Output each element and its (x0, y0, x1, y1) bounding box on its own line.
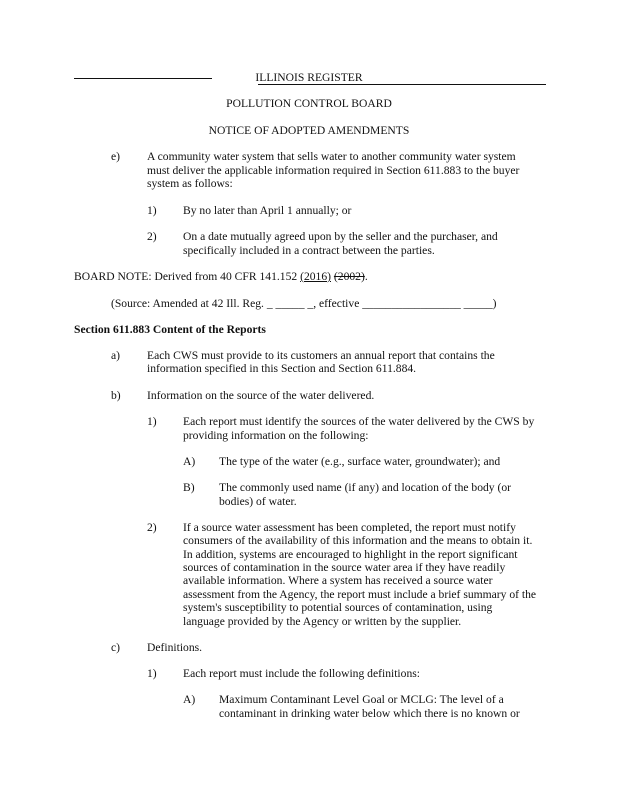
para-b2-line: language provided by the Agency or written by the supplier. (183, 615, 462, 628)
header-rule-long (258, 84, 546, 85)
source-note: (Source: Amended at 42 Ill. Reg. _ _____ _, effective _________________ _____) (111, 297, 497, 310)
para-e-item-text: specifically included in a contract between the parties. (183, 244, 435, 257)
para-c1a-line: contaminant in drinking water below which there is no known or (219, 707, 520, 720)
section-heading: Section 611.883 Content of the Reports (74, 323, 266, 336)
board-note-suffix: . (364, 270, 368, 283)
board-note-added-year: (2016) (300, 270, 331, 283)
para-b1-line: Each report must identify the sources of the water delivered by the CWS by (183, 415, 535, 428)
para-e-line: must deliver the applicable information required in Section 611.883 to the buyer (147, 164, 520, 177)
para-b1a-text: The type of the water (e.g., surface water, groundwater); and (219, 455, 501, 468)
para-e-item-label: 2) (147, 230, 157, 243)
para-c1a-label: A) (183, 693, 196, 706)
para-c1-label: 1) (147, 667, 157, 680)
para-b1b-label: B) (183, 481, 195, 494)
para-a-line: Each CWS must provide to its customers an annual report that contains the (147, 349, 495, 362)
register-title: ILLINOIS REGISTER (255, 71, 363, 84)
para-e-item-text: On a date mutually agreed upon by the seller and the purchaser, and (183, 230, 498, 243)
para-b2-line: If a source water assessment has been completed, the report must notify (183, 521, 516, 534)
para-b2-line: system's susceptibility to potential sources of contamination, using (183, 601, 493, 614)
notice-title: NOTICE OF ADOPTED AMENDMENTS (208, 124, 410, 137)
para-c1-text: Each report must include the following definitions: (183, 667, 420, 680)
para-c1a-line: Maximum Contaminant Level Goal or MCLG: The level of a (219, 693, 504, 706)
para-b-text: Information on the source of the water delivered. (147, 389, 375, 402)
para-a-line: information specified in this Section and Section 611.884. (147, 362, 417, 375)
board-note-removed-year: (2002) (333, 270, 365, 283)
para-b1a-label: A) (183, 455, 196, 468)
para-c-text: Definitions. (147, 641, 203, 654)
para-b2-line: available information. Where a system has received a source water (183, 574, 493, 587)
para-b1b-text: The commonly used name (if any) and location of the body (or (219, 481, 512, 494)
para-b2-line: sources of contamination in the source water area if they have readily (183, 561, 506, 574)
para-c-label: c) (111, 641, 121, 654)
board-note-prefix: BOARD NOTE: Derived from 40 CFR 141.152 (74, 270, 301, 283)
para-e-label: e) (111, 150, 121, 163)
para-b1b-text: bodies) of water. (219, 495, 297, 508)
para-e-item-text: By no later than April 1 annually; or (183, 204, 352, 217)
para-b2-line: In addition, systems are encouraged to highlight in the report significant (183, 548, 518, 561)
para-e-line: A community water system that sells water to another community water system (147, 150, 516, 163)
para-b2-label: 2) (147, 521, 157, 534)
para-b-label: b) (111, 389, 121, 402)
para-e-item-label: 1) (147, 204, 157, 217)
para-a-label: a) (111, 349, 121, 362)
para-b1-label: 1) (147, 415, 157, 428)
para-e-line: system as follows: (147, 177, 233, 190)
para-b2-line: assessment from the Agency, the report must include a brief summary of the (183, 588, 537, 601)
board-note (74, 270, 368, 283)
para-b2-line: consumers of the availability of this information and the means to obtain it. (183, 534, 533, 547)
para-b1-line: providing information on the following: (183, 429, 369, 442)
board-title: POLLUTION CONTROL BOARD (226, 97, 392, 110)
